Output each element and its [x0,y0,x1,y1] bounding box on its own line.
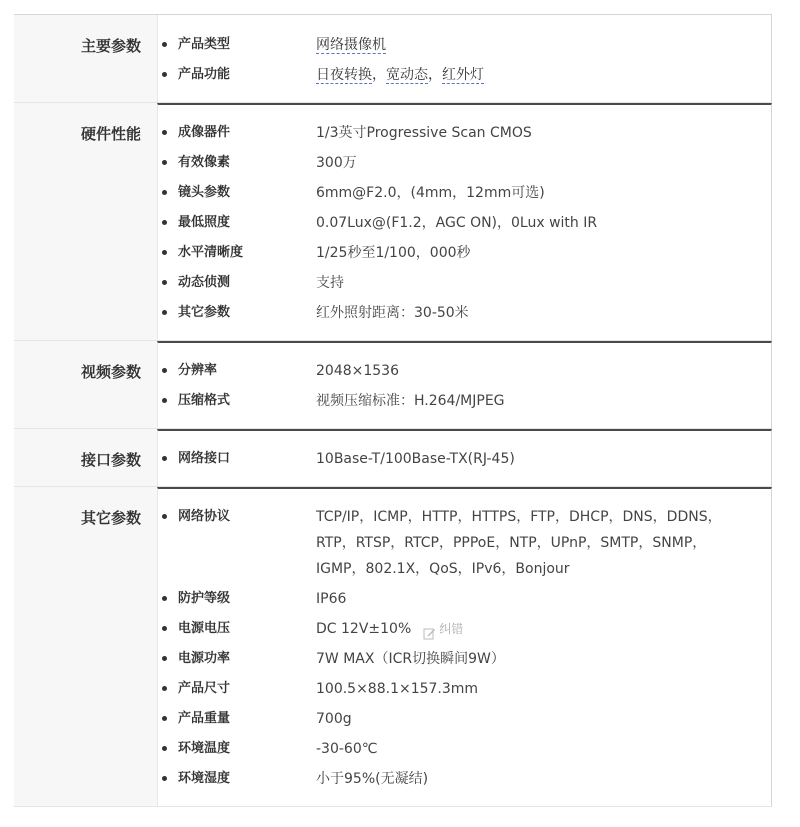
bullet-icon [162,456,167,461]
bullet-icon [162,310,167,315]
spec-link[interactable]: 宽动态 [386,67,428,83]
bullet-icon [162,776,167,781]
section-body [157,429,772,486]
spec-label: 其它参数 [178,305,231,320]
spec-label: 产品功能 [178,67,231,82]
spec-value [316,586,771,612]
spec-value-text: 1/3英寸Progressive Scan CMOS [316,125,532,141]
spec-row [158,118,771,148]
spec-label: 环境温度 [178,741,231,756]
spec-value [316,616,771,642]
bullet-icon [162,656,167,661]
bullet-icon [162,368,167,373]
spec-value [316,300,771,326]
spec-value-text: 100.5×88.1×157.3mm [316,681,479,697]
bullet-icon [162,716,167,721]
spec-value-text: 红外照射距离：30-50米 [316,305,469,321]
bullet-icon [162,72,167,77]
spec-label: 电源电压 [178,621,231,636]
bullet-icon [162,250,167,255]
section-title: 主要参数 [14,15,157,102]
spec-section [14,341,772,429]
section-title: 视频参数 [14,341,157,428]
spec-value-text: 6mm@F2.0，(4mm，12mm可选) [316,185,545,201]
section-body [157,341,772,428]
spec-value [316,32,771,58]
spec-value-text: 支持 [316,275,344,291]
spec-value-text: 2048×1536 [316,363,399,379]
spec-value-text: IP66 [316,591,347,607]
spec-section [14,487,772,807]
spec-value [316,150,771,176]
spec-section [14,15,772,103]
spec-table [14,14,772,807]
correction-link[interactable] [423,616,463,642]
section-body [157,15,772,102]
bullet-icon [162,596,167,601]
spec-label: 镜头参数 [178,185,231,200]
spec-label: 分辨率 [178,363,218,378]
spec-row [158,614,771,644]
spec-label: 网络接口 [178,451,231,466]
bullet-icon [162,686,167,691]
spec-label: 网络协议 [178,509,231,524]
spec-label: 电源功率 [178,651,231,666]
spec-value [316,736,771,762]
spec-value-text: 1/25秒至1/100，000秒 [316,245,471,261]
spec-value [316,62,771,88]
spec-row [158,60,771,90]
spec-value-text: 小于95%(无凝结) [316,771,429,787]
spec-value [316,210,771,236]
bullet-icon [162,220,167,225]
spec-value-text: 700g [316,711,352,727]
spec-value-text: -30-60℃ [316,741,378,757]
spec-row [158,704,771,734]
bullet-icon [162,398,167,403]
spec-link[interactable]: 网络摄像机 [316,37,386,53]
spec-row [158,356,771,386]
spec-row [158,502,771,584]
spec-value [316,706,771,732]
spec-value-text: DC 12V±10% [316,621,412,637]
spec-value [316,120,771,146]
spec-label: 防护等级 [178,591,231,606]
spec-row [158,644,771,674]
spec-value-text: TCP/IP，ICMP，HTTP，HTTPS，FTP，DHCP，DNS，DDNS，RTP，RTSP，RTCP，PPPoE，NTP，UPnP，SMTP，SNMP，IGMP，802.1X，QoS，IPv6，Bonjour [316,509,722,577]
spec-row [158,208,771,238]
spec-value [316,676,771,702]
spec-row [158,584,771,614]
spec-value-text: 0.07Lux@(F1.2，AGC ON)，0Lux with IR [316,215,598,231]
separator: ， [372,67,386,83]
spec-value [316,358,771,384]
bullet-icon [162,130,167,135]
spec-link[interactable]: 日夜转换 [316,67,372,83]
spec-label: 产品类型 [178,37,231,52]
spec-section [14,429,772,487]
section-title: 接口参数 [14,429,157,486]
spec-label: 压缩格式 [178,393,231,408]
spec-label: 产品重量 [178,711,231,726]
spec-row [158,674,771,704]
spec-value-text: 10Base-T/100Base-TX(RJ-45) [316,451,515,467]
spec-value [316,240,771,266]
spec-row [158,764,771,794]
spec-value [316,270,771,296]
spec-value-text: 7W MAX（ICR切换瞬间9W） [316,651,505,667]
bullet-icon [162,280,167,285]
bullet-icon [162,626,167,631]
spec-value [316,646,771,672]
spec-label: 动态侦测 [178,275,231,290]
spec-label: 最低照度 [178,215,231,230]
correction-label[interactable]: 纠错 [439,622,464,636]
spec-row [158,238,771,268]
spec-value-text: 视频压缩标准：H.264/MJPEG [316,393,505,409]
spec-row [158,30,771,60]
section-body [157,103,772,340]
spec-row [158,734,771,764]
spec-row [158,268,771,298]
bullet-icon [162,160,167,165]
spec-value [316,766,771,792]
bullet-icon [162,514,167,519]
spec-label: 产品尺寸 [178,681,231,696]
bullet-icon [162,746,167,751]
separator: ， [428,67,442,83]
bullet-icon [162,42,167,47]
spec-value [316,504,771,582]
spec-row [158,444,771,474]
bullet-icon [162,190,167,195]
spec-row [158,178,771,208]
spec-row [158,148,771,178]
section-title: 其它参数 [14,487,157,806]
spec-link[interactable]: 红外灯 [442,67,484,83]
spec-value [316,388,771,414]
edit-icon [423,623,436,636]
spec-value [316,446,771,472]
spec-label: 有效像素 [178,155,231,170]
spec-label: 环境湿度 [178,771,231,786]
spec-row [158,386,771,416]
section-body [157,487,772,806]
spec-label: 水平清晰度 [178,245,244,260]
spec-value [316,180,771,206]
spec-value-text: 300万 [316,155,357,171]
spec-section [14,103,772,341]
spec-label: 成像器件 [178,125,231,140]
spec-row [158,298,771,328]
section-title: 硬件性能 [14,103,157,340]
